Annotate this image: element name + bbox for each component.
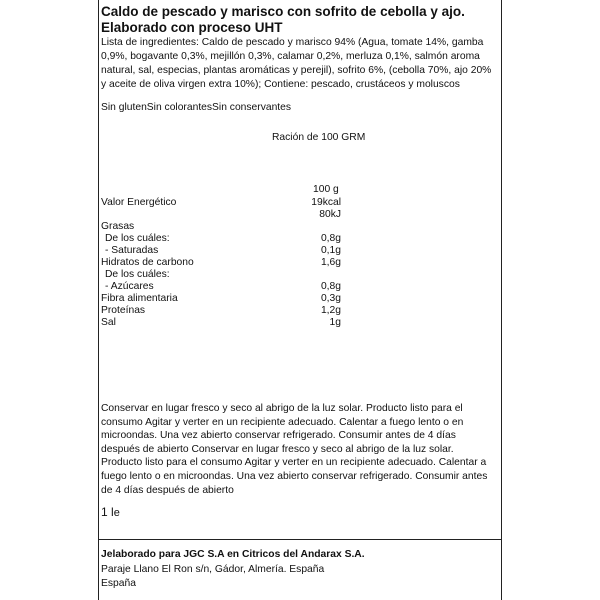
energy-kj: 80kJ: [319, 209, 341, 220]
address-country: España: [101, 578, 136, 589]
nutrient-label: Fibra alimentaria: [101, 293, 178, 304]
net-quantity: [101, 505, 120, 519]
nutrition-row: [101, 221, 341, 233]
nutrition-row: [101, 245, 341, 257]
nutrient-label: Proteínas: [101, 305, 146, 316]
quantity-value: 1 l: [101, 505, 114, 519]
nutrition-row: [101, 233, 341, 245]
nutrition-row: [101, 305, 341, 317]
ingredients-list: Lista de ingredientes: Caldo de pescado y marisco 94% (Agua, tomate 14%, gamba 0,9%, bogavante 0,3%, mejillón 0,3%, calamar 0,2%, merluza 0,1%, salmón aroma natural, sal, especias, plantas aromáticas y perejil), sofrito 6%, (cebolla 70%, ajo 20% y aceite de oliva virgen extra 10%); Contiene: pescado, crustáceos y moluscos: [101, 37, 492, 90]
divider: [98, 539, 501, 540]
nutrient-value: 1g: [329, 317, 341, 328]
product-subtitle: Elaborado con proceso UHT: [101, 20, 283, 35]
address-line: Paraje Llano El Ron s/n, Gádor, Almería. España: [101, 564, 325, 575]
energy-label: Valor Energético: [101, 197, 177, 208]
nutrient-label: De los cuáles:: [105, 269, 170, 280]
storage-instructions: Conservar en lugar fresco y seco al abrigo de la luz solar. Producto listo para el consumo Agitar y verter en un recipiente adecuado. Calentar a fuego lento o en microondas. Una vez abierto conservar refrigerado. Consumir antes de 4 días después de abierto Conservar en lugar fresco y seco al abrigo de la luz solar. Producto listo para el consumo Agitar y verter en un recipiente adecuado. Calentar a fuego lento o en microondas. Una vez abierto conservar refrigerado. Consumir antes de 4 días después de abierto: [101, 403, 488, 496]
nutrient-value: 1,6g: [320, 257, 341, 268]
portion-size: Ración de 100 GRM: [272, 132, 366, 143]
nutrition-row: [101, 257, 341, 269]
nutrient-value: 1,2g: [320, 305, 341, 316]
nutrient-value: 0,1g: [320, 245, 341, 256]
product-title: Caldo de pescado y marisco con sofrito de cebolla y ajo.: [101, 4, 465, 19]
nutrition-table: [101, 197, 341, 329]
manufacturer-address: [101, 563, 324, 591]
manufacturer: Jelaborado para JGC S.A en Citricos del Andarax S.A.: [101, 549, 365, 560]
nutrient-label: De los cuáles:: [105, 233, 170, 244]
nutrition-column-header: 100 g: [313, 184, 339, 195]
nutrient-label: - Saturadas: [105, 245, 159, 256]
allergen-claims: Sin glutenSin colorantesSin conservantes: [101, 102, 292, 113]
nutrition-row-energy: [101, 197, 341, 221]
nutrition-row: [101, 269, 341, 281]
nutrient-label: Sal: [101, 317, 116, 328]
estimated-sign: e: [113, 507, 120, 519]
nutrient-label: - Azúcares: [105, 281, 154, 292]
nutrient-label: Grasas: [101, 221, 135, 232]
nutrition-row: [101, 293, 341, 305]
nutrient-value: 0,8g: [320, 281, 341, 292]
nutrient-label: Hidratos de carbono: [101, 257, 194, 268]
nutrition-row: [101, 317, 341, 329]
nutrition-row: [101, 281, 341, 293]
nutrient-value: 0,8g: [320, 233, 341, 244]
energy-kcal: 19kcal: [311, 197, 341, 208]
nutrient-value: 0,3g: [320, 293, 341, 304]
